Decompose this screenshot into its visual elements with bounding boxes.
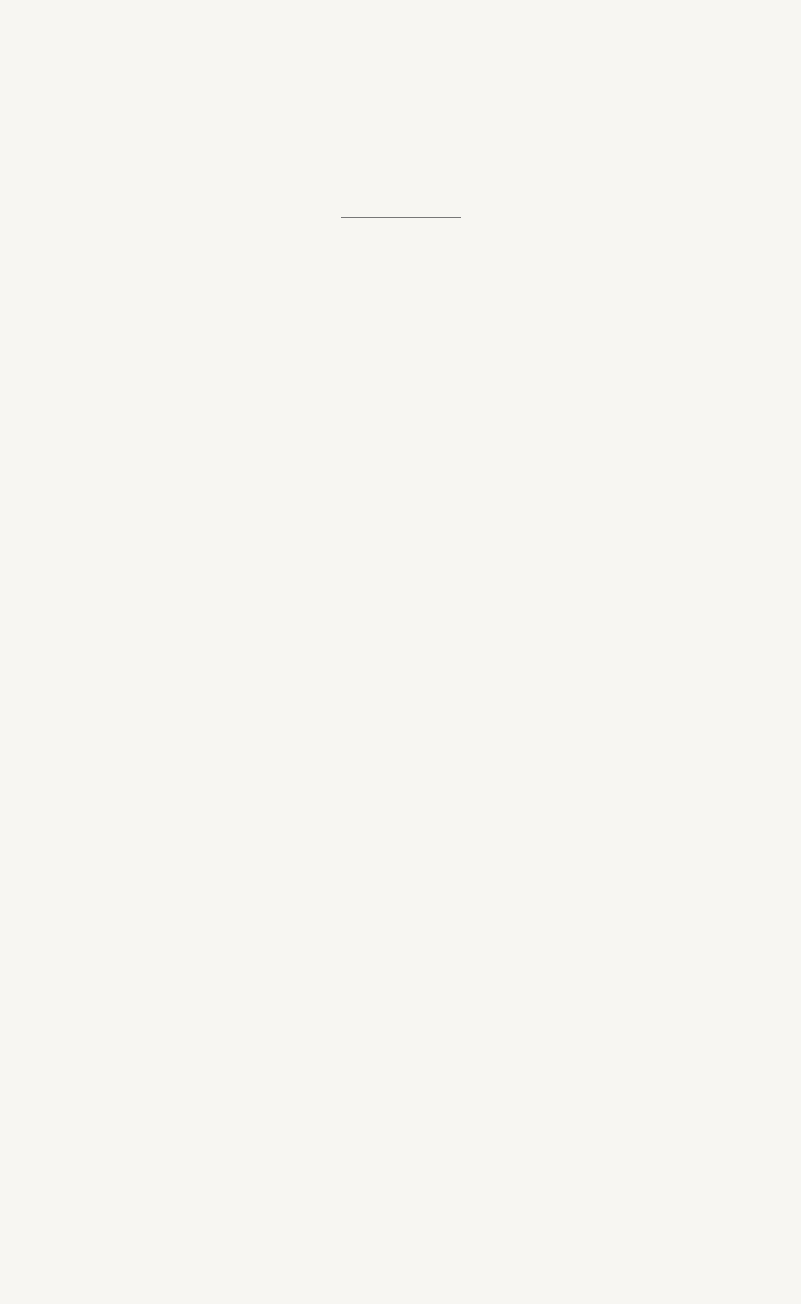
- heading-innere-sekretion: [62, 293, 739, 313]
- heading-vergiftungen: [62, 249, 739, 269]
- page-header: [62, 44, 739, 78]
- heading-helminthiasis: [62, 116, 739, 136]
- heading-maligne-tumoren: [62, 164, 739, 184]
- seite-label: [62, 82, 739, 102]
- toc-content: [62, 82, 739, 327]
